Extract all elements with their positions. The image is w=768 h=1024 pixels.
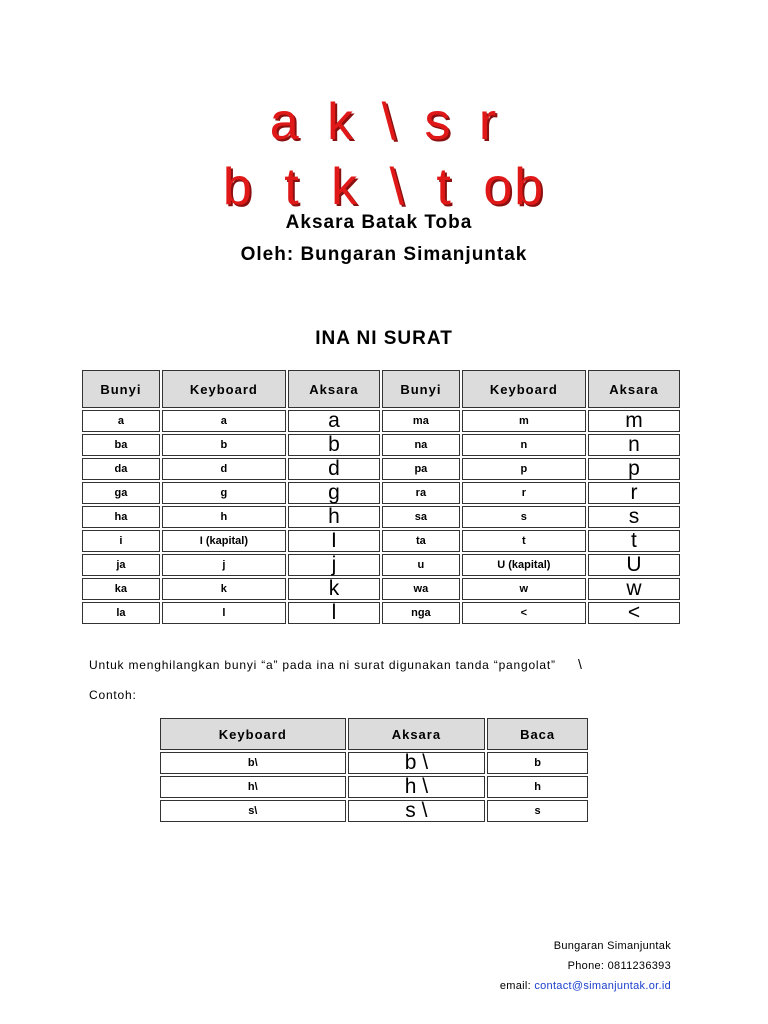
aksara-glyph-cell: h — [288, 506, 380, 528]
table-cell: p — [462, 458, 586, 480]
aksara-glyph-cell: p — [588, 458, 680, 480]
aksara-glyph-cell: m — [588, 410, 680, 432]
example-table — [158, 716, 590, 824]
table-cell: l — [162, 602, 286, 624]
table-cell: nga — [382, 602, 460, 624]
table-cell: n — [462, 434, 586, 456]
aksara-glyph-cell: a — [288, 410, 380, 432]
table-row — [82, 602, 680, 624]
table-cell: r — [462, 482, 586, 504]
table-cell: i — [82, 530, 160, 552]
table-row — [82, 482, 680, 504]
table-cell: < — [462, 602, 586, 624]
table-cell: t — [462, 530, 586, 552]
ina-ni-surat-table — [80, 368, 682, 626]
table-row — [160, 800, 588, 822]
aksara-glyph-cell: b — [288, 434, 380, 456]
table-cell: pa — [382, 458, 460, 480]
table-cell: U (kapital) — [462, 554, 586, 576]
table-row — [82, 578, 680, 600]
table-cell: ba — [82, 434, 160, 456]
table-cell: m — [462, 410, 586, 432]
table-cell: a — [82, 410, 160, 432]
table-cell: ka — [82, 578, 160, 600]
header-bunyi: Bunyi — [82, 370, 160, 408]
table-cell: a — [162, 410, 286, 432]
aksara-glyph-cell: U — [588, 554, 680, 576]
document-subtitle: Aksara Batak Toba — [285, 212, 473, 233]
footer-name: Bungaran Simanjuntak — [553, 940, 671, 952]
table-cell: b\ — [160, 752, 346, 774]
table-cell: ha — [82, 506, 160, 528]
table-cell: b — [487, 752, 588, 774]
table-cell: da — [82, 458, 160, 480]
header-baca: Baca — [487, 718, 588, 750]
header-keyboard-2: Keyboard — [462, 370, 586, 408]
section-title: INA NI SURAT — [315, 328, 453, 349]
pangolat-note — [89, 656, 583, 672]
table-row — [82, 410, 680, 432]
header-keyboard: Keyboard — [162, 370, 286, 408]
document-author: Oleh: Bungaran Simanjuntak — [240, 244, 528, 265]
table-cell: ta — [382, 530, 460, 552]
aksara-glyph-cell: k — [288, 578, 380, 600]
table-cell: ja — [82, 554, 160, 576]
table-row — [160, 776, 588, 798]
table-cell: wa — [382, 578, 460, 600]
table-cell: s\ — [160, 800, 346, 822]
table-cell: b — [162, 434, 286, 456]
table-row — [82, 434, 680, 456]
table-row — [82, 530, 680, 552]
aksara-glyph-cell: d — [288, 458, 380, 480]
title-batak-toba: b t k \ t ob — [222, 158, 546, 216]
contoh-label: Contoh: — [89, 688, 137, 702]
pangolat-symbol: \ — [577, 656, 583, 672]
header-aksara: Aksara — [348, 718, 486, 750]
table-cell: I (kapital) — [162, 530, 286, 552]
table-cell: na — [382, 434, 460, 456]
aksara-glyph-cell: j — [288, 554, 380, 576]
table-cell: h — [487, 776, 588, 798]
table-cell: la — [82, 602, 160, 624]
email-label: email: — [499, 980, 535, 992]
aksara-glyph-cell: w — [588, 578, 680, 600]
table-row — [82, 506, 680, 528]
email-link[interactable]: contact@simanjuntak.or.id — [534, 980, 671, 992]
table-row — [160, 752, 588, 774]
aksara-glyph-cell: h \ — [348, 776, 486, 798]
table-header-row — [160, 718, 588, 750]
aksara-glyph-cell: n — [588, 434, 680, 456]
aksara-glyph-cell: r — [588, 482, 680, 504]
aksara-glyph-cell: s \ — [348, 800, 486, 822]
aksara-glyph-cell: s — [588, 506, 680, 528]
table-cell: h\ — [160, 776, 346, 798]
table-cell: j — [162, 554, 286, 576]
table-cell: s — [462, 506, 586, 528]
aksara-glyph-cell: l — [288, 602, 380, 624]
table-cell: ma — [382, 410, 460, 432]
footer-email — [371, 980, 671, 992]
aksara-glyph-cell: t — [588, 530, 680, 552]
table-cell: s — [487, 800, 588, 822]
table-cell: h — [162, 506, 286, 528]
table-cell: g — [162, 482, 286, 504]
table-header-row — [82, 370, 680, 408]
note-text: Untuk menghilangkan bunyi “a” pada ina ni surat digunakan tanda “pangolat” — [89, 658, 556, 672]
table-cell: ra — [382, 482, 460, 504]
table-row — [82, 554, 680, 576]
header-aksara-2: Aksara — [588, 370, 680, 408]
aksara-glyph-cell: b \ — [348, 752, 486, 774]
header-aksara: Aksara — [288, 370, 380, 408]
aksara-glyph-cell: g — [288, 482, 380, 504]
footer-phone: Phone: 0811236393 — [567, 960, 671, 972]
table-cell: sa — [382, 506, 460, 528]
table-cell: k — [162, 578, 286, 600]
header-keyboard: Keyboard — [160, 718, 346, 750]
header-bunyi-2: Bunyi — [382, 370, 460, 408]
table-cell: u — [382, 554, 460, 576]
table-cell: w — [462, 578, 586, 600]
aksara-glyph-cell: < — [588, 602, 680, 624]
title-aksara: a k \ s r — [269, 93, 499, 151]
table-cell: d — [162, 458, 286, 480]
aksara-glyph-cell: I — [288, 530, 380, 552]
table-cell: ga — [82, 482, 160, 504]
table-row — [82, 458, 680, 480]
